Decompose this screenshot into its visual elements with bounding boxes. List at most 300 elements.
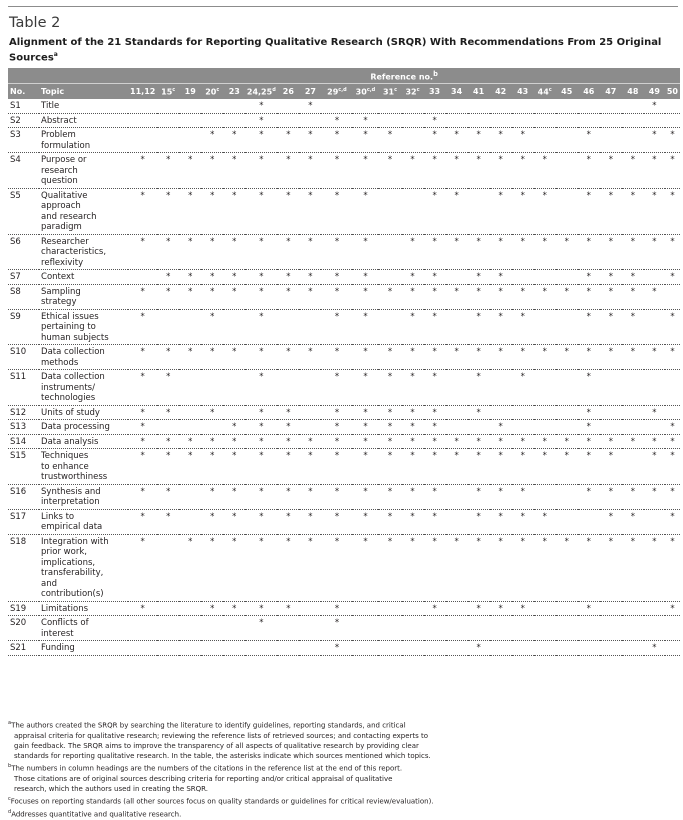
reference-mark-cell — [622, 113, 644, 128]
header-ref-footnote-marker: d — [272, 86, 276, 93]
reference-mark-cell — [378, 345, 401, 370]
asterisk-mark: * — [542, 511, 547, 522]
asterisk-mark: * — [476, 451, 481, 461]
reference-mark-cell — [299, 153, 321, 189]
asterisk-mark: * — [608, 311, 613, 322]
reference-mark-cell — [378, 370, 401, 406]
reference-mark-cell — [245, 234, 277, 270]
asterisk-mark: * — [166, 511, 171, 522]
reference-mark-cell — [402, 345, 424, 370]
asterisk-mark: * — [608, 190, 613, 201]
asterisk-mark: * — [586, 190, 591, 201]
asterisk-mark: * — [410, 236, 415, 247]
reference-mark-cell — [446, 113, 468, 128]
reference-mark-cell — [578, 99, 600, 113]
asterisk-mark: * — [586, 603, 591, 614]
reference-mark-cell — [378, 128, 401, 153]
reference-mark-cell — [490, 99, 512, 113]
header-ref-label: 31 — [382, 87, 395, 97]
reference-mark-cell — [424, 234, 446, 270]
reference-mark-cell — [179, 484, 201, 509]
reference-mark-cell — [277, 420, 299, 435]
reference-mark-cell — [299, 270, 321, 285]
asterisk-mark: * — [232, 272, 237, 282]
asterisk-mark: * — [259, 101, 264, 111]
reference-mark-cell — [556, 128, 578, 153]
table-row — [8, 434, 680, 449]
asterisk-mark: * — [432, 311, 437, 322]
reference-mark-cell — [402, 370, 424, 406]
header-ref-col — [665, 84, 680, 100]
reference-mark-cell — [490, 284, 512, 309]
reference-no-label: Reference no. — [370, 72, 434, 82]
asterisk-mark: * — [454, 155, 459, 165]
asterisk-mark: * — [630, 236, 635, 247]
reference-mark-cell — [578, 449, 600, 485]
reference-mark-cell — [201, 641, 223, 656]
reference-mark-cell — [352, 309, 378, 345]
reference-mark-cell — [512, 405, 534, 420]
reference-mark-cell — [378, 309, 401, 345]
reference-mark-cell — [157, 534, 179, 601]
topic-line: Links to — [41, 511, 75, 522]
standard-number: S10 — [8, 345, 39, 370]
reference-mark-cell — [299, 484, 321, 509]
asterisk-mark: * — [387, 422, 393, 432]
reference-mark-cell — [534, 420, 556, 435]
asterisk-mark: * — [608, 436, 613, 447]
reference-mark-cell — [446, 188, 468, 234]
asterisk-mark: * — [670, 190, 675, 201]
reference-mark-cell — [512, 434, 534, 449]
reference-mark-cell — [512, 188, 534, 234]
reference-mark-cell — [468, 616, 490, 641]
asterisk-mark: * — [432, 130, 437, 140]
reference-mark-cell — [179, 616, 201, 641]
reference-mark-cell — [468, 641, 490, 656]
asterisk-mark: * — [586, 155, 591, 165]
reference-mark-cell — [600, 534, 622, 601]
reference-mark-cell — [468, 309, 490, 345]
header-ref-label: 47 — [605, 87, 617, 96]
reference-mark-cell — [179, 99, 201, 113]
topic-cell — [39, 153, 128, 189]
asterisk-mark: * — [652, 643, 657, 653]
reference-mark-cell — [665, 309, 680, 345]
footnote-line — [8, 741, 680, 751]
reference-mark-cell — [378, 534, 401, 601]
header-ref-col — [277, 84, 299, 100]
asterisk-mark: * — [652, 155, 657, 165]
reference-mark-cell — [556, 153, 578, 189]
reference-mark-cell — [245, 616, 277, 641]
asterisk-mark: * — [363, 372, 368, 382]
reference-mark-cell — [157, 616, 179, 641]
reference-mark-cell — [534, 345, 556, 370]
footnote-marker: c — [8, 796, 11, 803]
asterisk-mark: * — [308, 347, 313, 357]
reference-mark-cell — [157, 284, 179, 309]
asterisk-mark: * — [410, 536, 415, 547]
reference-mark-cell — [665, 641, 680, 656]
header-ref-label: 34 — [451, 87, 463, 96]
asterisk-mark: * — [334, 311, 340, 322]
footnote-line — [8, 718, 680, 731]
asterisk-mark: * — [166, 236, 171, 247]
reference-mark-cell — [245, 128, 277, 153]
reference-mark-cell — [512, 370, 534, 406]
reference-mark-cell — [534, 153, 556, 189]
reference-mark-cell — [490, 309, 512, 345]
asterisk-mark: * — [498, 451, 503, 461]
asterisk-mark: * — [259, 603, 264, 614]
reference-mark-cell — [556, 284, 578, 309]
reference-mark-cell — [468, 405, 490, 420]
reference-mark-cell — [179, 420, 201, 435]
asterisk-mark: * — [210, 311, 215, 322]
reference-mark-cell — [378, 449, 401, 485]
reference-mark-cell — [299, 509, 321, 534]
asterisk-mark: * — [608, 236, 613, 247]
footnote-marker: b — [8, 763, 12, 770]
asterisk-mark: * — [652, 236, 657, 247]
reference-mark-cell — [446, 234, 468, 270]
reference-mark-cell — [245, 405, 277, 420]
reference-mark-cell — [424, 345, 446, 370]
asterisk-mark: * — [363, 422, 368, 432]
reference-mark-cell — [277, 284, 299, 309]
reference-mark-cell — [644, 601, 665, 616]
footnote-marker: a — [8, 720, 12, 726]
asterisk-mark: * — [454, 347, 459, 357]
header-ref-label: 41 — [473, 87, 485, 96]
header-ref-label: 29 — [327, 87, 339, 97]
topic-cell — [39, 534, 128, 601]
reference-mark-cell — [402, 153, 424, 189]
asterisk-mark: * — [670, 436, 675, 447]
table-row — [8, 99, 680, 113]
standard-number: S7 — [8, 270, 39, 285]
reference-mark-cell — [600, 434, 622, 449]
reference-mark-cell — [179, 234, 201, 270]
reference-mark-cell — [556, 405, 578, 420]
asterisk-mark: * — [210, 511, 215, 522]
reference-mark-cell — [352, 99, 378, 113]
reference-mark-cell — [644, 113, 665, 128]
topic-cell — [39, 420, 128, 435]
reference-mark-cell — [534, 370, 556, 406]
reference-mark-cell — [201, 484, 223, 509]
reference-mark-cell — [321, 534, 352, 601]
reference-mark-cell — [128, 534, 157, 601]
asterisk-mark: * — [259, 130, 264, 140]
reference-mark-cell — [424, 309, 446, 345]
header-ref-footnote-marker: c — [216, 86, 220, 93]
reference-mark-cell — [201, 234, 223, 270]
reference-mark-cell — [446, 405, 468, 420]
reference-mark-cell — [512, 234, 534, 270]
asterisk-mark: * — [188, 155, 193, 165]
header-topic: Topic — [39, 84, 128, 100]
asterisk-mark: * — [670, 155, 675, 165]
reference-mark-cell — [512, 449, 534, 485]
reference-mark-cell — [424, 484, 446, 509]
reference-mark-cell — [378, 113, 401, 128]
reference-mark-cell — [157, 345, 179, 370]
reference-mark-cell — [402, 484, 424, 509]
asterisk-mark: * — [308, 272, 313, 282]
reference-mark-cell — [201, 309, 223, 345]
reference-mark-cell — [352, 113, 378, 128]
asterisk-mark: * — [630, 272, 635, 282]
reference-mark-cell — [277, 113, 299, 128]
asterisk-mark: * — [363, 286, 368, 297]
reference-mark-cell — [352, 449, 378, 485]
reference-mark-cell — [245, 601, 277, 616]
header-ref-label: 11,12 — [130, 87, 156, 96]
asterisk-mark: * — [308, 486, 313, 497]
asterisk-mark: * — [259, 618, 264, 628]
topic-line: Sampling — [41, 286, 81, 297]
asterisk-mark: * — [259, 422, 264, 432]
topic-line: Conflicts of — [41, 618, 89, 628]
asterisk-mark: * — [586, 272, 591, 282]
header-ref-col — [446, 84, 468, 100]
reference-mark-cell — [665, 284, 680, 309]
asterisk-mark: * — [608, 272, 613, 282]
reference-mark-cell — [424, 113, 446, 128]
header-ref-label: 44 — [537, 87, 549, 97]
reference-mark-cell — [665, 99, 680, 113]
reference-mark-cell — [468, 484, 490, 509]
reference-mark-cell — [157, 99, 179, 113]
header-ref-col — [299, 84, 321, 100]
asterisk-mark: * — [476, 155, 481, 165]
header-ref-col — [321, 84, 352, 100]
reference-mark-cell — [277, 345, 299, 370]
topic-line: interest — [41, 628, 74, 639]
asterisk-mark: * — [188, 236, 193, 247]
header-ref-col — [600, 84, 622, 100]
reference-mark-cell — [468, 234, 490, 270]
asterisk-mark: * — [432, 407, 437, 418]
header-ref-label: 15 — [161, 87, 173, 97]
asterisk-mark: * — [210, 486, 215, 497]
asterisk-mark: * — [387, 511, 393, 522]
table-title-text: Alignment of the 21 Standards for Reporting Qualitative Research (SRQR) With Recommendations From 25 Original Sources — [9, 37, 662, 64]
reference-mark-cell — [622, 405, 644, 420]
asterisk-mark: * — [259, 486, 264, 497]
reference-mark-cell — [201, 284, 223, 309]
reference-mark-cell — [299, 234, 321, 270]
asterisk-mark: * — [630, 536, 635, 547]
asterisk-mark: * — [363, 536, 368, 547]
reference-mark-cell — [622, 484, 644, 509]
table-row — [8, 509, 680, 534]
reference-mark-cell — [490, 345, 512, 370]
topic-line: technologies — [41, 393, 96, 403]
reference-mark-cell — [578, 534, 600, 601]
asterisk-mark: * — [363, 311, 368, 322]
reference-mark-cell — [622, 153, 644, 189]
header-columns-row — [8, 84, 680, 100]
header-group-row — [8, 68, 680, 84]
header-ref-label: 23 — [228, 87, 240, 96]
asterisk-mark: * — [210, 603, 215, 614]
asterisk-mark: * — [498, 236, 503, 247]
asterisk-mark: * — [410, 422, 415, 432]
table-caption: Table 2 — [9, 15, 61, 31]
asterisk-mark: * — [586, 422, 591, 432]
reference-mark-cell — [321, 370, 352, 406]
asterisk-mark: * — [334, 422, 340, 432]
reference-mark-cell — [277, 153, 299, 189]
footnote-text: research, which the authors used in creating the SRQR. — [14, 784, 209, 793]
reference-mark-cell — [223, 99, 245, 113]
reference-mark-cell — [245, 509, 277, 534]
reference-mark-cell — [352, 128, 378, 153]
reference-mark-cell — [665, 420, 680, 435]
reference-mark-cell — [157, 449, 179, 485]
header-ref-footnote-marker: c — [548, 86, 552, 93]
reference-mark-cell — [446, 616, 468, 641]
asterisk-mark: * — [498, 603, 503, 614]
asterisk-mark: * — [188, 272, 193, 282]
topic-line: Abstract — [41, 115, 77, 126]
reference-mark-cell — [644, 534, 665, 601]
footnote-text: Focuses on reporting standards (all other sources focus on quality standards or guidelines for critical review/evaluation). — [10, 797, 434, 806]
asterisk-mark: * — [387, 407, 393, 418]
reference-mark-cell — [600, 128, 622, 153]
reference-mark-cell — [644, 270, 665, 285]
reference-mark-cell — [201, 601, 223, 616]
asterisk-mark: * — [363, 115, 368, 126]
topic-cell — [39, 449, 128, 485]
reference-mark-cell — [490, 534, 512, 601]
asterisk-mark: * — [630, 155, 635, 165]
topic-line: research — [41, 165, 78, 176]
asterisk-mark: * — [232, 286, 237, 297]
asterisk-mark: * — [308, 101, 313, 111]
reference-mark-cell — [512, 420, 534, 435]
topic-cell — [39, 434, 128, 449]
table-row — [8, 234, 680, 270]
topic-line: Data analysis — [41, 436, 99, 447]
asterisk-mark: * — [334, 236, 340, 247]
asterisk-mark: * — [670, 536, 675, 547]
reference-mark-cell — [424, 128, 446, 153]
reference-mark-cell — [223, 484, 245, 509]
asterisk-mark: * — [498, 436, 503, 447]
reference-mark-cell — [556, 641, 578, 656]
reference-mark-cell — [179, 534, 201, 601]
reference-mark-cell — [299, 449, 321, 485]
reference-mark-cell — [556, 113, 578, 128]
reference-mark-cell — [277, 434, 299, 449]
table-row — [8, 284, 680, 309]
topic-line: and — [41, 578, 58, 589]
asterisk-mark: * — [432, 272, 437, 282]
reference-mark-cell — [128, 420, 157, 435]
standard-number: S5 — [8, 188, 39, 234]
reference-mark-cell — [600, 345, 622, 370]
reference-mark-cell — [424, 434, 446, 449]
asterisk-mark: * — [542, 236, 547, 247]
asterisk-mark: * — [432, 347, 437, 357]
reference-mark-cell — [128, 309, 157, 345]
reference-mark-cell — [446, 420, 468, 435]
reference-mark-cell — [534, 616, 556, 641]
standard-number: S1 — [8, 99, 39, 113]
reference-mark-cell — [600, 370, 622, 406]
reference-mark-cell — [534, 99, 556, 113]
asterisk-mark: * — [476, 511, 481, 522]
asterisk-mark: * — [498, 422, 503, 432]
topic-line: methods — [41, 357, 79, 368]
asterisk-mark: * — [542, 190, 547, 201]
reference-mark-cell — [468, 153, 490, 189]
header-ref-col — [352, 84, 378, 100]
reference-mark-cell — [578, 370, 600, 406]
reference-mark-cell — [424, 534, 446, 601]
reference-mark-cell — [352, 270, 378, 285]
reference-mark-cell — [600, 484, 622, 509]
asterisk-mark: * — [410, 407, 415, 418]
header-ref-label: 43 — [517, 87, 529, 96]
asterisk-mark: * — [432, 372, 437, 382]
reference-mark-cell — [644, 405, 665, 420]
asterisk-mark: * — [140, 190, 145, 201]
topic-cell — [39, 99, 128, 113]
asterisk-mark: * — [334, 190, 340, 201]
reference-mark-cell — [424, 284, 446, 309]
asterisk-mark: * — [210, 286, 215, 297]
asterisk-mark: * — [520, 130, 525, 140]
asterisk-mark: * — [188, 347, 193, 357]
asterisk-mark: * — [363, 451, 368, 461]
reference-mark-cell — [490, 113, 512, 128]
topic-line: Ethical issues — [41, 311, 99, 322]
asterisk-mark: * — [334, 130, 340, 140]
top-rule — [8, 6, 678, 7]
asterisk-mark: * — [498, 272, 503, 282]
asterisk-mark: * — [432, 155, 437, 165]
asterisk-mark: * — [363, 486, 368, 497]
asterisk-mark: * — [608, 486, 613, 497]
topic-line: question — [41, 176, 78, 186]
asterisk-mark: * — [232, 236, 237, 247]
asterisk-mark: * — [259, 511, 264, 522]
asterisk-mark: * — [210, 236, 215, 247]
asterisk-mark: * — [166, 347, 171, 357]
standard-number: S2 — [8, 113, 39, 128]
reference-mark-cell — [665, 128, 680, 153]
asterisk-mark: * — [363, 511, 368, 522]
topic-cell — [39, 309, 128, 345]
asterisk-mark: * — [210, 272, 215, 282]
reference-mark-cell — [468, 270, 490, 285]
asterisk-mark: * — [476, 311, 481, 322]
reference-mark-cell — [179, 284, 201, 309]
reference-mark-cell — [299, 345, 321, 370]
reference-mark-cell — [277, 128, 299, 153]
reference-mark-cell — [321, 484, 352, 509]
asterisk-mark: * — [232, 422, 237, 432]
asterisk-mark: * — [476, 347, 481, 357]
header-ref-col — [378, 84, 401, 100]
reference-mark-cell — [378, 641, 401, 656]
header-ref-col — [157, 84, 179, 100]
